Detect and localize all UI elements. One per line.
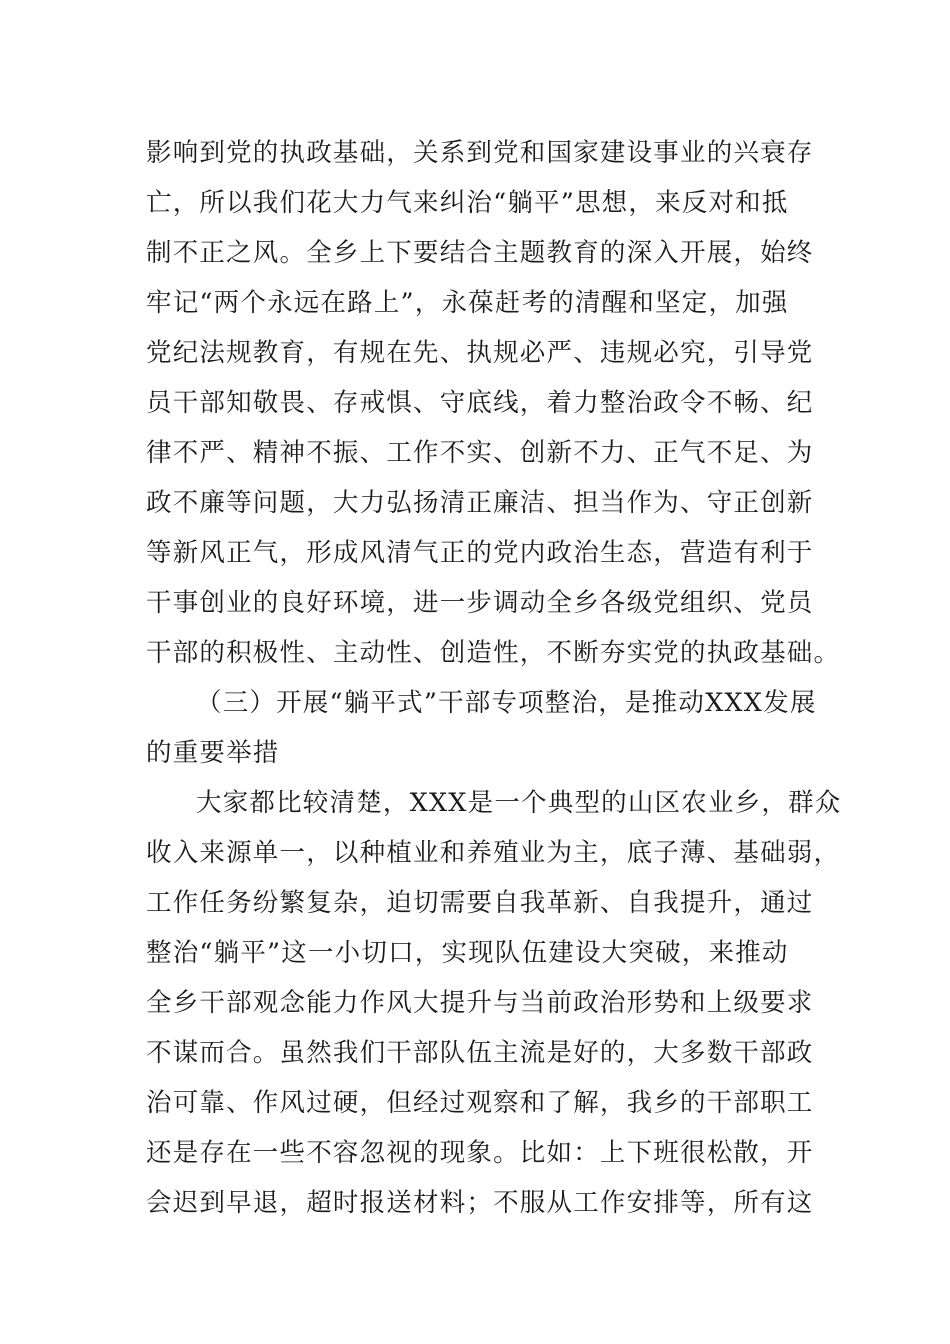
text-line: 工作任务纷繁复杂，迫切需要自我革新、自我提升，通过 (146, 888, 814, 918)
text-line: 收入来源单一，以种植业和养殖业为主，底子薄、基础弱， (146, 838, 841, 868)
text-line: 整治“躺平”这一小切口，实现队伍建设大突破，来推动 (146, 938, 789, 968)
text-line: 大家都比较清楚，XXX是一个典型的山区农业乡，群众 (196, 788, 842, 818)
text-line: 员干部知敬畏、存戒惧、守底线，着力整治政令不畅、纪 (146, 388, 814, 418)
text-line: 不谋而合。虽然我们干部队伍主流是好的，大多数干部政 (146, 1038, 814, 1068)
text-line: 亡，所以我们花大力气来纠治“躺平”思想，来反对和抵 (146, 188, 789, 218)
text-line: 还是存在一些不容忽视的现象。比如：上下班很松散，开 (146, 1138, 814, 1168)
text-line: 政不廉等问题，大力弘扬清正廉洁、担当作为、守正创新 (146, 488, 814, 518)
text-line: 党纪法规教育，有规在先、执规必严、违规必究，引导党 (146, 338, 814, 368)
text-line: 牢记“两个永远在路上”，永葆赶考的清醒和坚定，加强 (146, 288, 789, 318)
text-line: 干部的积极性、主动性、创造性，不断夯实党的执政基础。 (146, 638, 841, 668)
text-line: 等新风正气，形成风清气正的党内政治生态，营造有利于 (146, 538, 814, 568)
heading-line: 的重要举措 (146, 738, 280, 768)
text-line: 制不正之风。全乡上下要结合主题教育的深入开展，始终 (146, 238, 814, 268)
text-line: 治可靠、作风过硬，但经过观察和了解，我乡的干部职工 (146, 1088, 814, 1118)
text-line: 会迟到早退，超时报送材料；不服从工作安排等，所有这 (146, 1188, 814, 1218)
text-line: 影响到党的执政基础，关系到党和国家建设事业的兴衰存 (146, 138, 814, 168)
text-line: 全乡干部观念能力作风大提升与当前政治形势和上级要求 (146, 988, 814, 1018)
heading-line: （三）开展“躺平式”干部专项整治，是推动XXX发展 (196, 688, 817, 718)
text-line: 干事创业的良好环境，进一步调动全乡各级党组织、党员 (146, 588, 814, 618)
text-line: 律不严、精神不振、工作不实、创新不力、正气不足、为 (146, 438, 814, 468)
